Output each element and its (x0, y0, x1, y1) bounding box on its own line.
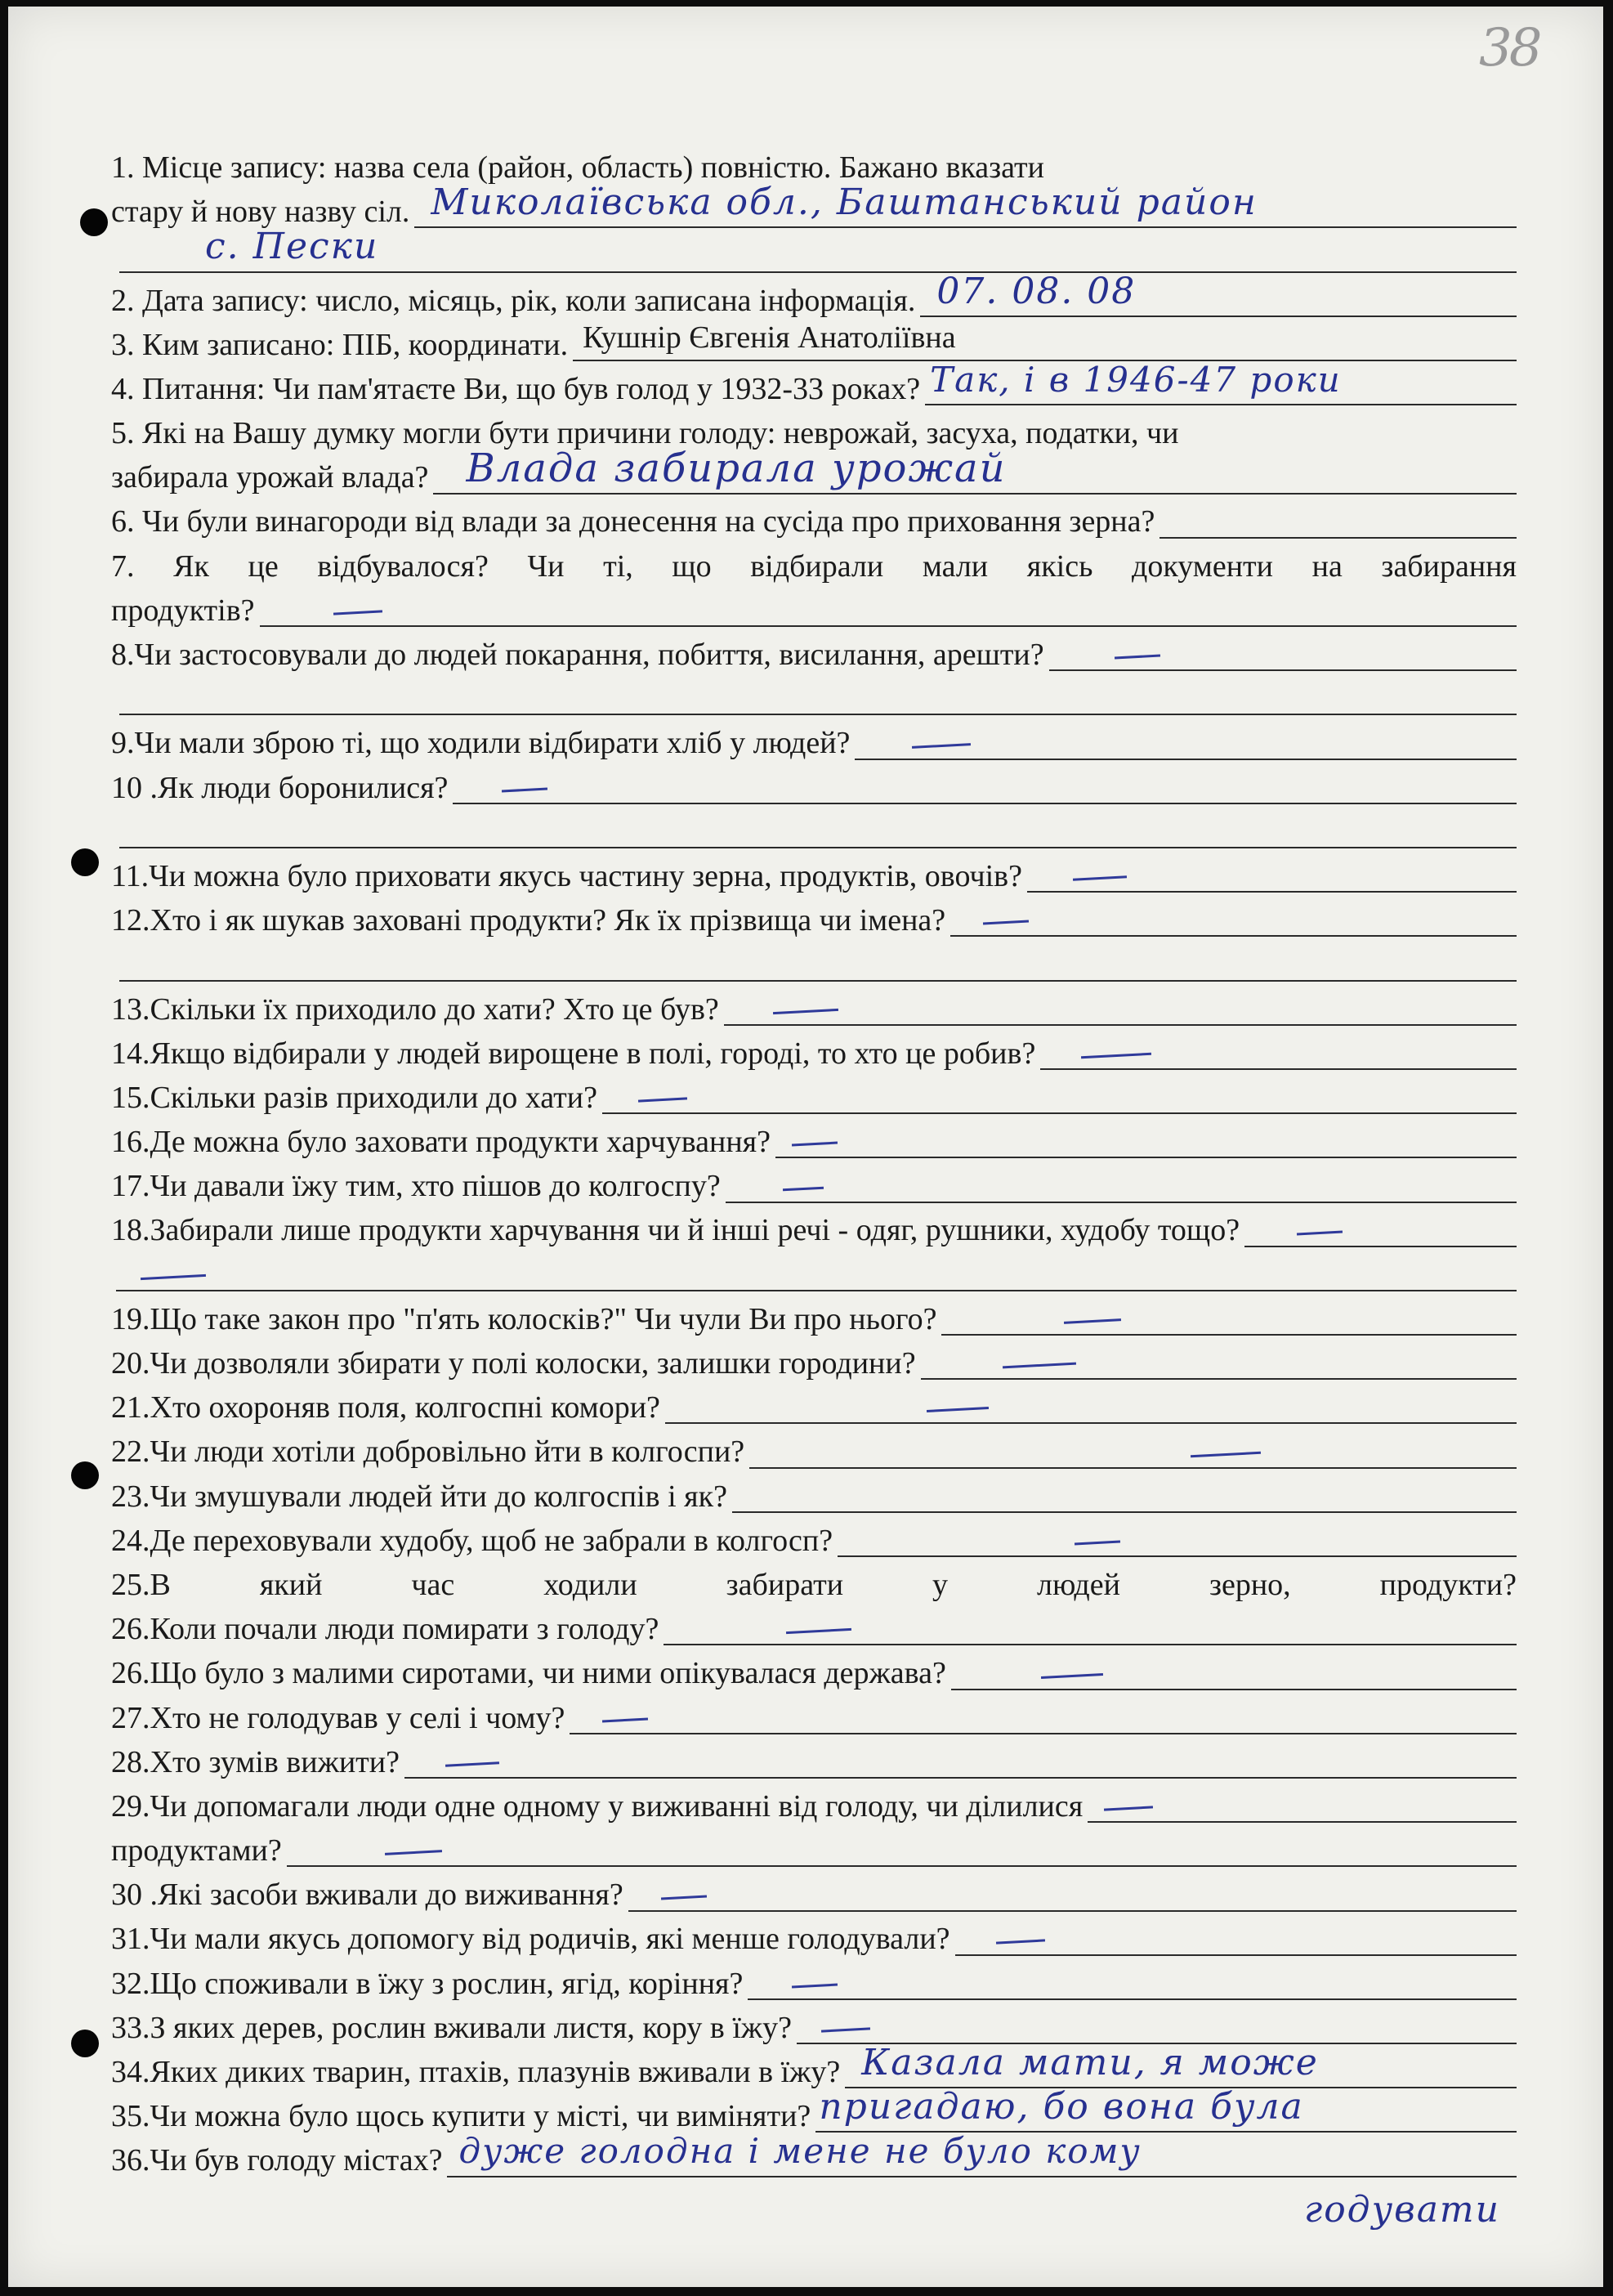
question-line: 1. Місце запису: назва села (район, область) повністю. Бажано вказати (111, 150, 1045, 185)
page-number: 38 (1479, 18, 1539, 78)
question-line: 4. Питання: Чи пам'ятаєте Ви, що був голод у 1932-33 роках? Так, і в 1946-47 роки (111, 367, 1517, 411)
dash-mark (1297, 1230, 1343, 1235)
question-line: 26.Коли почали люди помирати з голоду? (111, 1607, 1517, 1651)
question-line: забирала урожай влада? Влада забирала урожай (111, 455, 1517, 499)
dash-mark (602, 1717, 648, 1722)
question-line: стару й нову назву сіл. Миколаївська обл., Баштанський район (111, 190, 1517, 234)
handwritten-answer: Казала мати, я може (861, 2042, 1319, 2084)
question-line: продуктів? (111, 589, 1517, 633)
dash-mark (792, 1142, 838, 1147)
answer-field[interactable] (602, 1104, 1517, 1114)
question-line: 34.Яких диких тварин, птахів, плазунів вживали в їжу? Казала мати, я може (111, 2050, 1517, 2094)
answer-field[interactable] (119, 972, 1517, 982)
handwritten-answer: Миколаївська обл., Баштанський район (431, 181, 1258, 224)
question-line: 16.Де можна було заховати продукти харчування? (111, 1120, 1517, 1164)
punch-hole (71, 2030, 99, 2057)
answer-field[interactable] (950, 927, 1517, 937)
dash-mark (786, 1628, 851, 1634)
dash-mark (983, 920, 1029, 925)
answer-field[interactable] (941, 1326, 1517, 1336)
question-line: 24.Де переховували худобу, щоб не забрали в колгосп? (111, 1519, 1517, 1563)
question-line (111, 2183, 1517, 2231)
question-line: 32.Що споживали в їжу з рослин, ягід, коріння? (111, 1962, 1517, 2006)
answer-field[interactable] (951, 1681, 1517, 1690)
question-line (111, 810, 1517, 854)
answer-field[interactable] (119, 226, 1517, 273)
answer-field[interactable] (726, 1193, 1517, 1203)
question-line: 13.Скільки їх приходило до хати? Хто це був? (111, 987, 1517, 1032)
question-line: 20.Чи дозволяли збирати у полі колоски, залишки городини? (111, 1341, 1517, 1385)
answer-field[interactable] (1244, 1238, 1517, 1247)
answer-field[interactable] (287, 1857, 1517, 1867)
question-line: 6. Чи були винагороди від влади за донесення на сусіда про приховання зерна? (111, 500, 1517, 544)
answer-field[interactable] (119, 839, 1517, 848)
question-line: 29.Чи допомагали люди одне одному у виживанні від голоду, чи ділилися (111, 1784, 1517, 1828)
handwritten-answer: годувати (1303, 2188, 1500, 2231)
dash-mark (821, 2027, 870, 2032)
answer-field[interactable] (1159, 529, 1517, 539)
answer-field[interactable] (1027, 883, 1517, 893)
question-line (111, 942, 1517, 987)
answer-field[interactable] (855, 750, 1517, 760)
handwritten-answer: 07. 08. 08 (936, 270, 1137, 312)
questionnaire (111, 145, 1517, 2231)
dash-mark (927, 1407, 989, 1412)
answer-field[interactable] (570, 1725, 1517, 1734)
question-line: 11.Чи можна було приховати якусь частину зерна, продуктів, овочів? (111, 854, 1517, 898)
dash-mark (1075, 1541, 1120, 1546)
answer-field[interactable] (1088, 1813, 1517, 1823)
answer-field[interactable] (1049, 661, 1517, 671)
question-line: 3. Ким записано: ПІБ, координати. Кушнір Євгенія Анатоліївна (111, 323, 1517, 367)
question-line: 33.З яких дерев, рослин вживали листя, кору в їжу? (111, 2006, 1517, 2050)
dash-mark (1191, 1451, 1261, 1457)
question-line: 25.В який час ходили забирати у людей зерно, продукти? (111, 1567, 1517, 1602)
dash-mark (333, 610, 382, 615)
question-line: продуктами? (111, 1828, 1517, 1873)
question-line: 31.Чи мали якусь допомогу від родичів, які менше голодували? (111, 1918, 1517, 1962)
answer-field[interactable] (732, 1503, 1517, 1513)
dash-mark (996, 1939, 1045, 1944)
question-line: 15.Скільки разів приходили до хати? (111, 1076, 1517, 1120)
question-line: 28.Хто зумів вижити? (111, 1740, 1517, 1784)
dash-mark (1115, 655, 1160, 660)
answer-field[interactable] (838, 1547, 1517, 1557)
handwritten-answer: дуже голодна і мене не було кому (458, 2131, 1142, 2172)
dash-mark (502, 787, 547, 792)
question-line: 9.Чи мали зброю ті, що ходили відбирати хліб у людей? (111, 721, 1517, 765)
question-line: 17.Чи давали їжу тим, хто пішов до колгоспу? (111, 1164, 1517, 1208)
question-line: 7. Як це відбувалося? Чи ті, що відбирали мали якісь документи на забирання (111, 548, 1517, 584)
answer-field[interactable] (925, 359, 1517, 405)
dash-mark (1003, 1363, 1076, 1369)
answer-field[interactable] (119, 705, 1517, 715)
punch-hole (80, 208, 108, 236)
question-line (111, 1253, 1517, 1297)
answer-field[interactable] (775, 1148, 1517, 1158)
dash-mark (1081, 1053, 1151, 1058)
dash-mark (1041, 1673, 1103, 1679)
dash-mark (1073, 875, 1127, 880)
question-line (111, 677, 1517, 721)
answer-field[interactable] (453, 794, 1517, 804)
question-line: 12.Хто і як шукав заховані продукти? Як їх прізвища чи імена? (111, 898, 1517, 942)
answer-field[interactable] (955, 1946, 1517, 1956)
question-line: 35.Чи можна було щось купити у місті, чи виміняти? пригадаю, бо вона була (111, 2094, 1517, 2138)
question-line: 18.Забирали лише продукти харчування чи й інші речі - одяг, рушники, худобу тощо? (111, 1209, 1517, 1253)
question-line: 30 .Які засоби вживали до виживання? (111, 1873, 1517, 1917)
answer-field[interactable] (260, 617, 1517, 627)
answer-field[interactable] (724, 1016, 1517, 1026)
question-line: 21.Хто охороняв поля, колгоспні комори? (111, 1385, 1517, 1430)
question-line: 19.Що таке закон про "п'ять колосків?" Чи чули Ви про нього? (111, 1297, 1517, 1341)
dash-mark (783, 1186, 824, 1191)
handwritten-answer: Так, і в 1946-47 роки (930, 359, 1342, 400)
question-line: 8.Чи застосовували до людей покарання, побиття, висилання, арешти? (111, 633, 1517, 677)
answer-field[interactable] (749, 1459, 1517, 1469)
handwritten-answer: пригадаю, бо вона була (819, 2086, 1304, 2128)
dash-mark (1104, 1806, 1153, 1811)
dash-mark (661, 1895, 707, 1900)
question-line (111, 226, 1517, 278)
question-line: 5. Які на Вашу думку могли бути причини голоду: неврожай, засуха, податки, чи (111, 416, 1179, 451)
handwritten-answer: Влада забирала урожай (466, 445, 1007, 492)
answer-field[interactable] (920, 270, 1517, 317)
question-line: 2. Дата запису: число, місяць, рік, коли записана інформація. 07. 08. 08 (111, 279, 1517, 323)
answer-field[interactable] (404, 1769, 1517, 1779)
document-sheet (8, 7, 1603, 2287)
dash-mark (773, 1009, 838, 1014)
punch-hole (71, 1461, 99, 1489)
dash-mark (445, 1761, 499, 1766)
question-line: 26.Що було з малими сиротами, чи ними опікувалася держава? (111, 1651, 1517, 1695)
answer-field[interactable] (664, 1636, 1517, 1645)
dash-mark (912, 743, 971, 749)
typed-answer: Кушнір Євгенія Анатоліївна (583, 320, 956, 355)
punch-hole (71, 848, 99, 876)
answer-field[interactable] (116, 1282, 1517, 1291)
dash-mark (638, 1098, 687, 1103)
question-line: 23.Чи змушували людей йти до колгоспів і як? (111, 1475, 1517, 1519)
question-line: 36.Чи був голоду містах? дуже голодна і мене не було кому (111, 2138, 1517, 2182)
question-line: 14.Якщо відбирали у людей вирощене в полі, городі, то хто це робив? (111, 1032, 1517, 1076)
question-line: 22.Чи люди хотіли добровільно йти в колгоспи? (111, 1430, 1517, 1474)
answer-field[interactable] (665, 1414, 1517, 1424)
question-line: 27.Хто не голодував у селі і чому? (111, 1696, 1517, 1740)
dash-mark (792, 1983, 838, 1988)
answer-field[interactable] (1040, 1060, 1517, 1070)
answer-field[interactable] (921, 1370, 1517, 1380)
answer-field[interactable] (748, 1990, 1517, 2000)
dash-mark (1064, 1318, 1121, 1324)
dash-mark (141, 1274, 206, 1280)
handwritten-answer: с. Пески (205, 226, 379, 268)
dash-mark (385, 1850, 442, 1855)
question-line: 10 .Як люди боронилися? (111, 766, 1517, 810)
answer-field[interactable] (628, 1902, 1517, 1912)
